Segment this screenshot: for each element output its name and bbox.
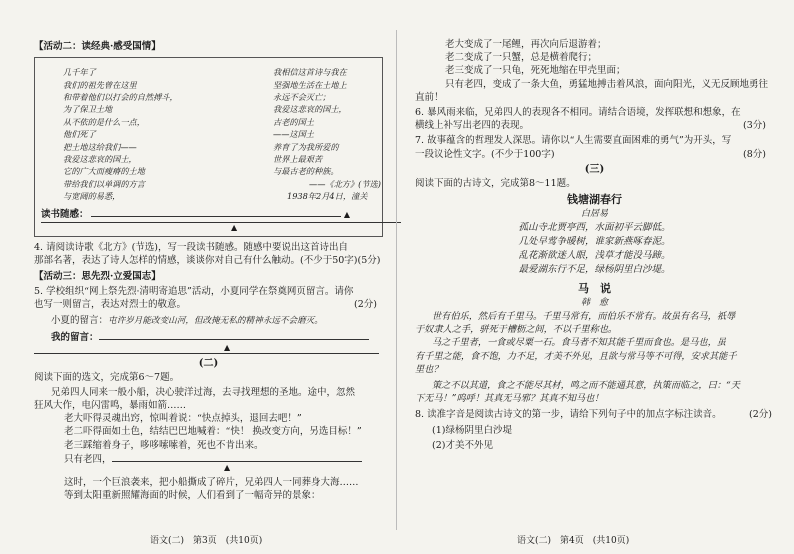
story-line: 狂风大作，电闪雷鸣，暴雨如箭…… (34, 400, 187, 412)
story-line-blank (34, 452, 383, 466)
poem-left-column (63, 66, 178, 202)
essay-line: 马之千里者，一食或尽粟一石。食马者不知其能千里而食也。是马也，虽 (432, 337, 726, 349)
poem-author: 白居易 (580, 209, 608, 220)
story-answer-line[interactable] (112, 452, 362, 462)
story-continued-line: 只有老四，变成了一条大鱼，勇猛地搏击着风浪，面向阳光，义无反顾地勇往 (445, 78, 769, 90)
my-message (34, 330, 383, 344)
q4-text-line: 4. 请阅读诗歌《北方》(节选)，写一段读书随感。随感中要说出这首诗出自 (34, 242, 348, 254)
q5-text-line-2 (34, 298, 383, 311)
poem-line: 孤山寺北贾亭西，水面初平云脚低。 (518, 222, 671, 234)
q5-score: (2分) (354, 299, 377, 311)
page-footer-right: 语文(二) 第4页 (共10页) (517, 536, 630, 546)
poem-line: 我爱这悲哀的国土， (273, 104, 347, 115)
q8-text: 8. 读准字音是阅读古诗文的第一步，请给下列句子中的加点字标注读音。 (415, 409, 722, 421)
essay-line: 策之不以其道，食之不能尽其材，鸣之而不能通其意，执策而临之，曰：“天 (432, 380, 740, 392)
poem-line: 几千年了 (63, 67, 96, 78)
poem-line: 我相信这首诗与我在 (273, 67, 347, 78)
story-line: 老大吓得灵魂出窍，惊叫着说：“快点掉头，退回去吧！” (64, 413, 302, 425)
q8-text-line (415, 408, 774, 421)
poem-line: 最爱湖东行不足，绿杨阴里白沙堤。 (518, 264, 671, 276)
poem-line: 世界上最艰苦 (273, 154, 323, 165)
story-continued-line: 老大变成了一尾鲤，再次向后退游着； (445, 39, 607, 50)
q7-text: 一段议论性文字。(不少于100字) (415, 148, 555, 160)
triangle-marker-icon: ▲ (343, 209, 350, 220)
poem-line: ——这国土 (273, 129, 314, 140)
xiaoxia-text: 屯许岁月能改变山河，但改掩无私的精神永远不会磨灭。 (108, 316, 323, 327)
q6-score: (3分) (743, 120, 766, 132)
poem-box (34, 57, 383, 237)
triangle-marker-icon: ▲ (224, 463, 231, 473)
poem-line: 坚强地生活在土地上 (273, 79, 347, 90)
essay-line: 下无马！”呜呼！其真无马邪？其真不知马也！ (415, 393, 604, 405)
poem-right-column (273, 66, 381, 202)
q7-score: (8分) (743, 148, 766, 160)
essay-line: 里也？ (415, 363, 443, 375)
poem-line: 把土地这给我们—— (63, 141, 137, 152)
poem-line: 与最古老的种族。 (273, 166, 339, 177)
essay-title: 马 说 (578, 282, 611, 296)
q8-item: (2)才美不外见 (432, 439, 493, 451)
story-line: 老二吓得面如土色，结结巴巴地喊着：“快！ 换改变方向，另选目标！” (64, 426, 362, 438)
q7-text-line-2 (415, 148, 774, 161)
essay-line: 有千里之能，食不饱，力不足，才美不外见，且欲与常马等不可得，安求其能千 (415, 350, 737, 362)
poem-source: ——《北方》(节选) (309, 178, 381, 189)
my-message-answer-line-2[interactable] (34, 353, 379, 354)
q4-text-line: 那部名著，表达了诗人怎样的情感，谈谈你对自己有什么触动。(不少于50字)(5分) (34, 255, 381, 267)
poem-line: 它的广大而瘦瘠的土地 (63, 166, 145, 177)
xiaoxia-label: 小夏的留言： (51, 315, 109, 327)
q8-score: (2分) (749, 409, 772, 421)
poem-date: 1938年2月4日，潼关 (287, 191, 368, 202)
q5-text: 也写一则留言，表达对烈士的敬意。 (34, 299, 187, 311)
q7-text-line: 7. 故事蕴含的哲理发人深思。请你以“人生需要直面困难的勇气”为开头，写 (415, 135, 732, 147)
reading-intro-2: 阅读下面的古诗文，完成第8～11题。 (415, 177, 576, 189)
triangle-marker-icon: ▲ (224, 342, 231, 352)
right-page (397, 0, 794, 554)
xiaoxia-message (34, 314, 383, 328)
q8-item: (1)绿杨阴里白沙堤 (432, 424, 512, 436)
essay-line: 世有伯乐，然后有千里马。千里马常有，而伯乐不常有。故虽有名马，祇辱 (432, 311, 736, 323)
my-message-label: 我的留言： (51, 332, 99, 344)
poem-line: 和带着他们以打会的自然搏斗， (63, 92, 178, 103)
poem-line: 他们死了 (63, 129, 96, 140)
poem-line: 古老的国土 (273, 116, 314, 127)
story-continued-line: 老二变成了一只蟹，总是横着爬行； (445, 52, 598, 64)
story-continued-line: 老三变成了一只龟，死死地缩在甲壳里面； (445, 65, 626, 77)
reading-notes (41, 206, 350, 220)
triangle-marker-icon: ▲ (231, 223, 238, 233)
my-message-answer-line[interactable] (99, 330, 369, 340)
section-2-heading: (二) (198, 357, 219, 369)
story-line: 老三踩缩着身子，哆哆嗦嗦着，死也不肯出来。 (64, 439, 264, 451)
notes-answer-line-2[interactable] (41, 222, 401, 223)
poem-line: 从不依的是什么一点， (63, 116, 145, 127)
q6-text-line: 6. 暴风雨来临，兄弟四人的表现各不相同。请结合语境，发挥联想和想象，在 (415, 107, 741, 119)
essay-author: 韩 愈 (580, 298, 608, 309)
story-line: 兄弟四人同来一般小船，决心驶洋过海，去寻找理想的圣地。途中，忽然 (51, 386, 356, 398)
poem-line: 为了保卫土地 (63, 104, 113, 115)
page-footer-left: 语文(二) 第3页 (共10页) (150, 536, 263, 546)
story-line: 这时，一个巨浪袭来，把小船撕成了碎片，兄弟四人一同葬身大海…… (64, 477, 359, 489)
poem-line: 我们的祖先曾在这里 (63, 79, 137, 90)
activity3-header: 【活动三：思先烈·立爱国志】 (34, 270, 161, 282)
activity2-header: 【活动二：读经典·感受国情】 (34, 41, 161, 52)
story-continued-line: 直前！ (415, 91, 444, 103)
essay-line: 于奴隶人之手，骈死于槽枥之间，不以千里称也。 (415, 324, 618, 336)
q6-text-line-2 (415, 119, 774, 132)
q5-text-line: 5. 学校组织“网上祭先烈·清明寄追思”活动，小夏同学在祭奠网页留言。请你 (34, 285, 354, 297)
section-3-heading: (三) (584, 163, 605, 175)
reading-intro: 阅读下面的选文，完成第6～7题。 (34, 371, 180, 383)
poem-line: 我爱这悲哀的国土， (63, 154, 137, 165)
poem-title: 钱塘湖春行 (567, 193, 622, 207)
poem-line: 养育了为我所爱的 (273, 141, 339, 152)
story-line: 等到太阳重新照耀海面的时候，人们看到了一幅奇异的景象： (64, 490, 321, 502)
notes-answer-line[interactable] (91, 207, 341, 217)
poem-line: 乱花渐欲迷人眼，浅草才能没马蹄。 (518, 250, 671, 262)
story-line: 只有老四， (64, 453, 112, 465)
poem-line: 几处早莺争暖树，谁家新燕啄春泥。 (518, 236, 671, 248)
q6-text: 横线上补写出老四的表现。 (415, 120, 530, 132)
notes-label: 读书随感： (41, 209, 89, 221)
poem-line: 带给我们以单调的方言 (63, 178, 145, 189)
poem-line: 与宽阔的易悉， (63, 191, 121, 202)
poem-line: 永远不会灭亡； (273, 92, 331, 103)
